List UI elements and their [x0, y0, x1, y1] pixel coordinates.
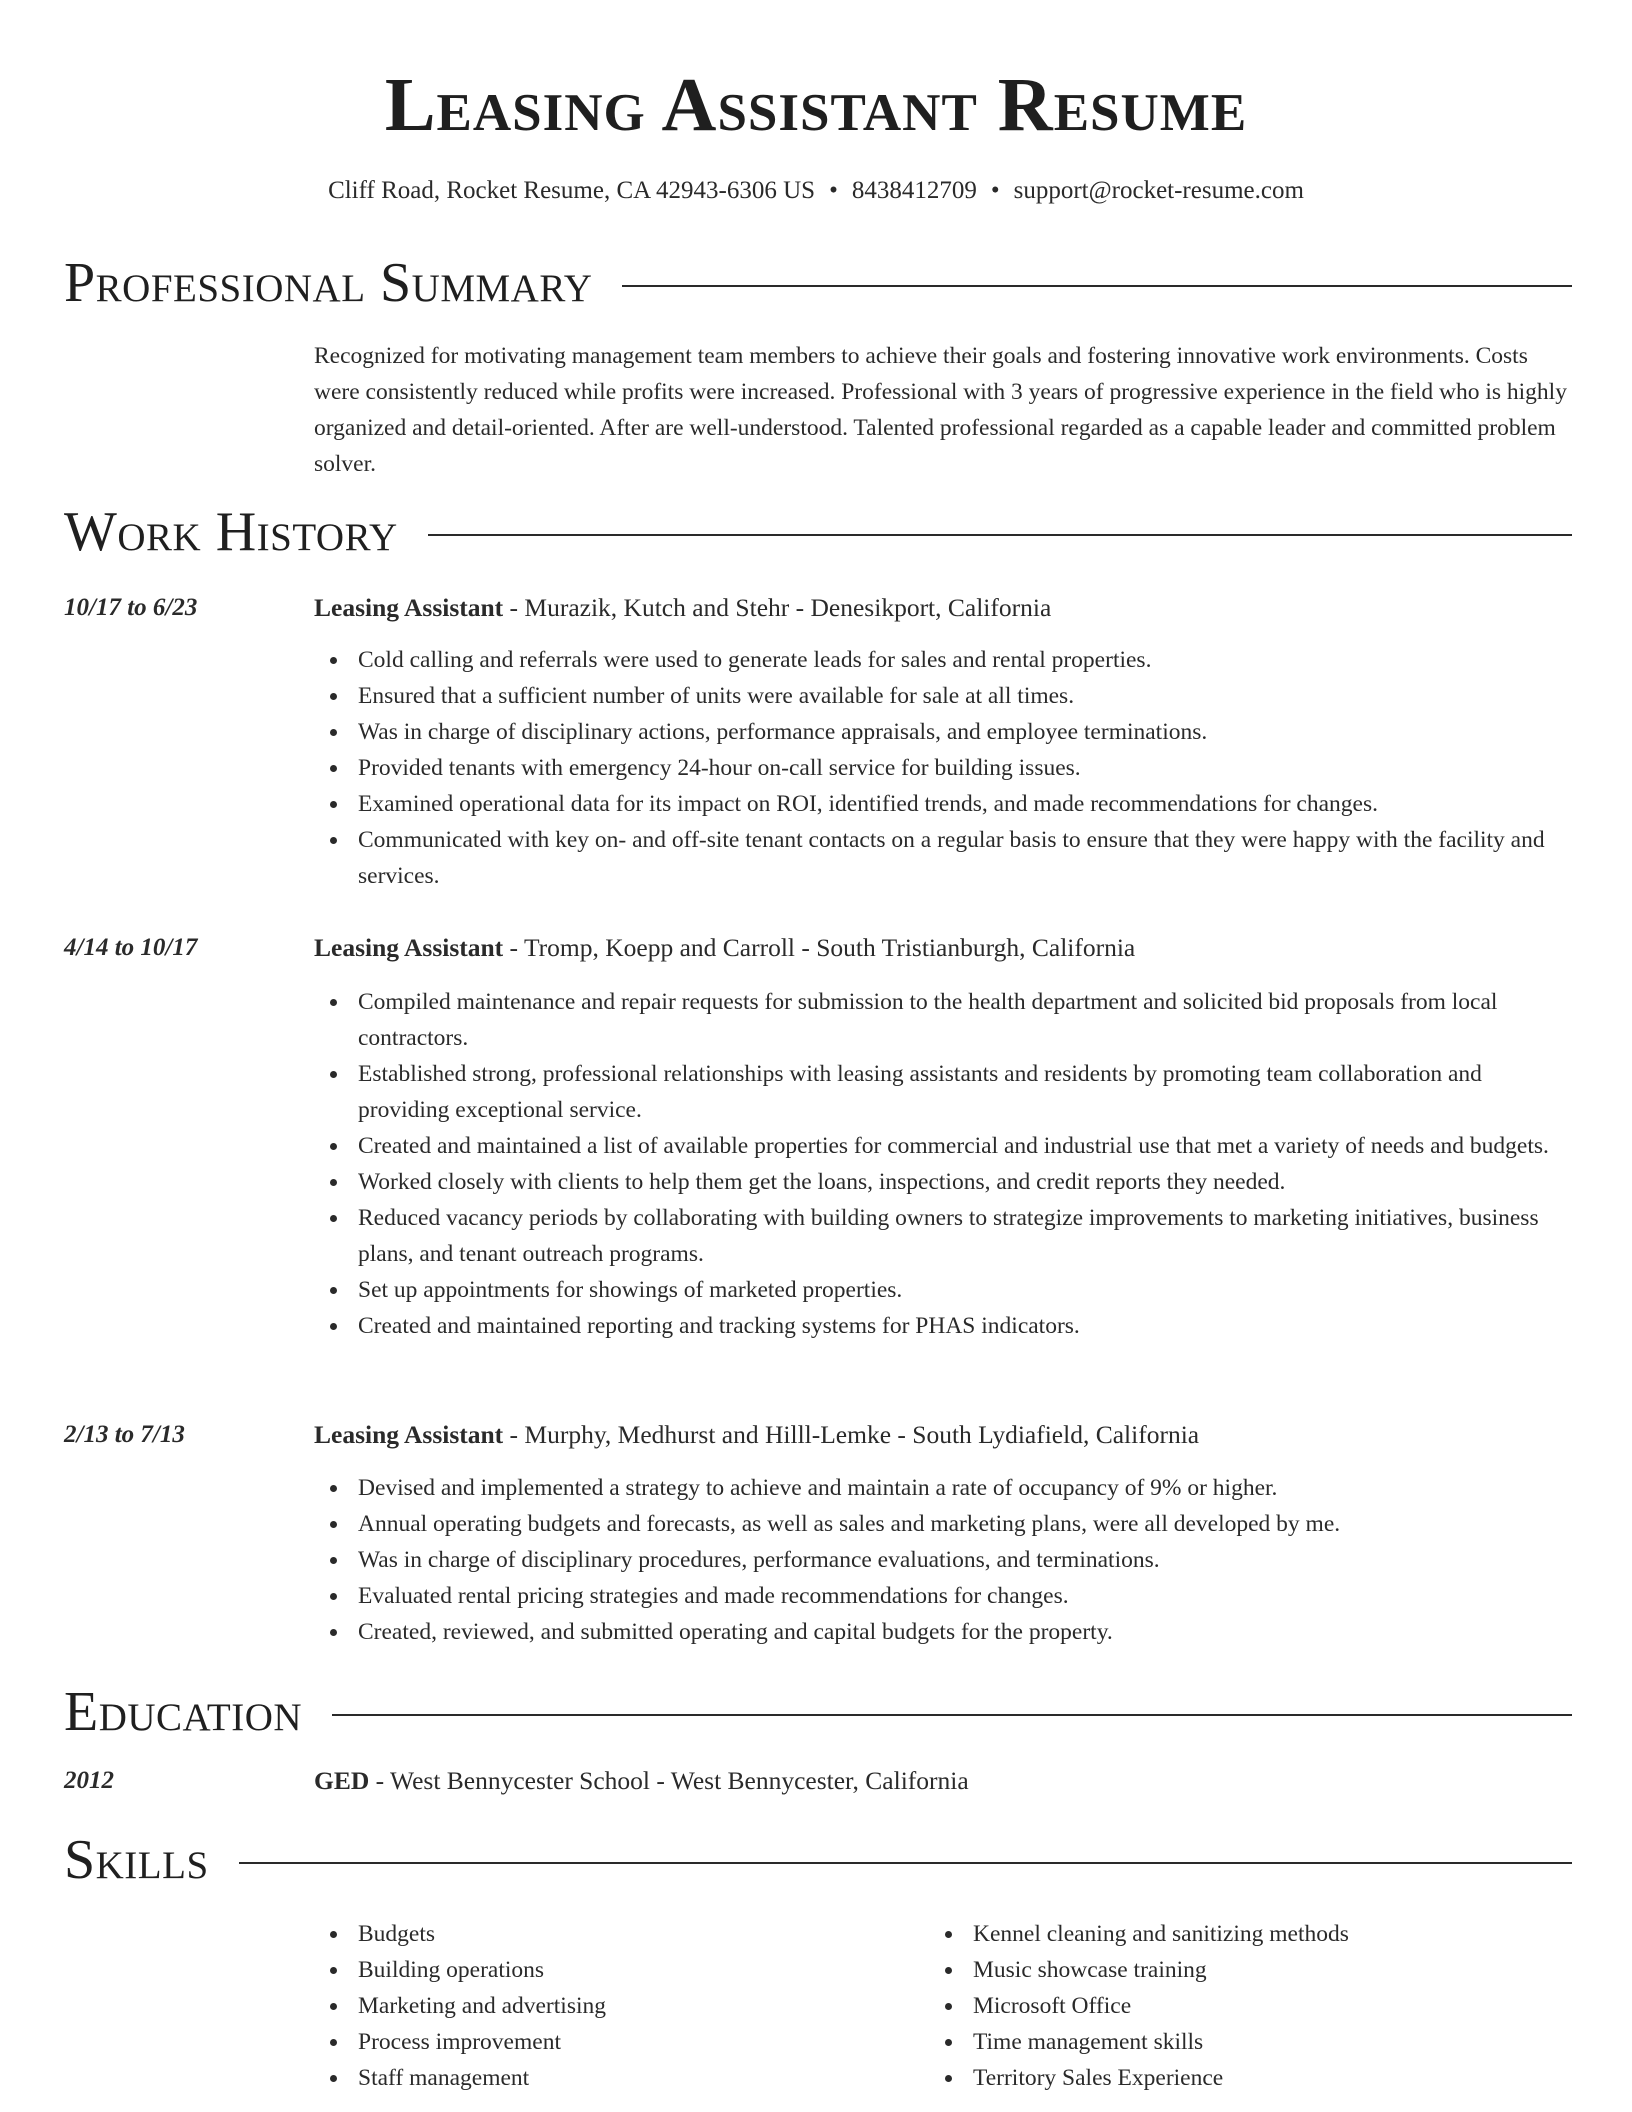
section-heading-work-history — [64, 496, 1572, 568]
education-year: 2012 — [64, 1767, 114, 1794]
job-bullets — [358, 642, 1576, 894]
list-item: Provided tenants with emergency 24-hour on-call service for building issues. — [358, 750, 1576, 786]
list-item: Evaluated rental pricing strategies and made recommendations for changes. — [358, 1578, 1576, 1614]
contact-phone: 8438412709 — [851, 177, 977, 204]
section-heading-education — [64, 1676, 1572, 1748]
list-item: Was in charge of disciplinary procedures, performance evaluations, and terminations. — [358, 1542, 1576, 1578]
job-dates: 2/13 to 7/13 — [64, 1421, 185, 1448]
skill-item: Budgets — [358, 1916, 918, 1952]
job-heading — [314, 1418, 1576, 1452]
section-divider — [239, 1862, 1572, 1864]
list-item: Established strong, professional relationships with leasing assistants and residents by promoting team collaboration and providing exceptional service. — [358, 1056, 1576, 1128]
contact-separator: • — [990, 177, 1000, 204]
list-item: Set up appointments for showings of marketed properties. — [358, 1272, 1576, 1308]
list-item: Worked closely with clients to help them get the loans, inspections, and credit reports they needed. — [358, 1164, 1576, 1200]
job-employer-location: - Tromp, Koepp and Carroll - South Tristianburgh, California — [503, 933, 1136, 962]
job-heading — [314, 591, 1576, 625]
list-item: Examined operational data for its impact on ROI, identified trends, and made recommendations for changes. — [358, 786, 1576, 822]
contact-line — [0, 174, 1632, 208]
skills-list-left — [358, 1916, 918, 2096]
summary-paragraph: Recognized for motivating management team members to achieve their goals and fostering innovative work environments. Costs were consistently reduced while profits were increased. Professional with 3 years of progressive experience in the field who is highly organized and detail-oriented. After are well-understood. Talented professional regarded as a capable leader and committed problem solver. — [314, 343, 1567, 477]
job-title: Leasing Assistant — [314, 1420, 504, 1449]
job-title: Leasing Assistant — [314, 593, 504, 622]
skill-item: Music showcase training — [973, 1952, 1533, 1988]
list-item: Ensured that a sufficient number of units were available for sale at all times. — [358, 678, 1576, 714]
skill-item: Microsoft Office — [973, 1988, 1533, 2024]
list-item: Devised and implemented a strategy to achieve and maintain a rate of occupancy of 9% or higher. — [358, 1470, 1576, 1506]
list-item: Created, reviewed, and submitted operating and capital budgets for the property. — [358, 1614, 1576, 1650]
list-item: Reduced vacancy periods by collaborating with building owners to strategize improvements to marketing initiatives, business plans, and tenant outreach programs. — [358, 1200, 1576, 1272]
skill-item: Kennel cleaning and sanitizing methods — [973, 1916, 1533, 1952]
section-title: Work History — [64, 501, 398, 563]
list-item: Compiled maintenance and repair requests for submission to the health department and solicited bid proposals from local contractors. — [358, 984, 1576, 1056]
skill-item: Territory Sales Experience — [973, 2060, 1533, 2096]
education-school-location: - West Bennycester School - West Bennycester, California — [369, 1766, 969, 1795]
job-heading — [314, 931, 1576, 965]
list-item: Created and maintained reporting and tracking systems for PHAS indicators. — [358, 1308, 1576, 1344]
skill-item: Staff management — [358, 2060, 918, 2096]
job-employer-location: - Murphy, Medhurst and Hilll-Lemke - South Lydiafield, California — [503, 1420, 1200, 1449]
section-title: Education — [64, 1681, 303, 1743]
section-divider — [622, 285, 1572, 287]
list-item: Annual operating budgets and forecasts, as well as sales and marketing plans, were all developed by me. — [358, 1506, 1576, 1542]
list-item: Created and maintained a list of available properties for commercial and industrial use that met a variety of needs and budgets. — [358, 1128, 1576, 1164]
skills-list-right — [973, 1916, 1533, 2096]
job-dates: 4/14 to 10/17 — [64, 934, 198, 961]
contact-separator: • — [829, 177, 838, 204]
education-entry — [314, 1764, 1576, 1798]
job-bullets — [358, 984, 1576, 1344]
section-heading-summary — [64, 247, 1572, 319]
section-title: Professional Summary — [64, 252, 593, 314]
list-item: Was in charge of disciplinary actions, performance appraisals, and employee terminations. — [358, 714, 1576, 750]
list-item: Cold calling and referrals were used to generate leads for sales and rental properties. — [358, 642, 1576, 678]
section-divider — [332, 1714, 1572, 1716]
education-degree: GED — [314, 1766, 370, 1795]
contact-email: support@rocket-resume.com — [1013, 177, 1304, 204]
job-title: Leasing Assistant — [314, 933, 504, 962]
skill-item: Time management skills — [973, 2024, 1533, 2060]
skill-item: Building operations — [358, 1952, 918, 1988]
job-bullets — [358, 1470, 1576, 1650]
skill-item: Marketing and advertising — [358, 1988, 918, 2024]
section-heading-skills — [64, 1824, 1572, 1896]
section-divider — [428, 534, 1572, 536]
skill-item: Process improvement — [358, 2024, 918, 2060]
contact-address: Cliff Road, Rocket Resume, CA 42943-6306 US — [328, 177, 816, 204]
job-dates: 10/17 to 6/23 — [64, 594, 198, 621]
section-title: Skills — [64, 1829, 209, 1891]
job-employer-location: - Murazik, Kutch and Stehr - Denesikport, California — [503, 593, 1052, 622]
list-item: Communicated with key on- and off-site tenant contacts on a regular basis to ensure that they were happy with the facility and services. — [358, 822, 1576, 894]
resume-title: Leasing Assistant Resume — [384, 63, 1248, 147]
